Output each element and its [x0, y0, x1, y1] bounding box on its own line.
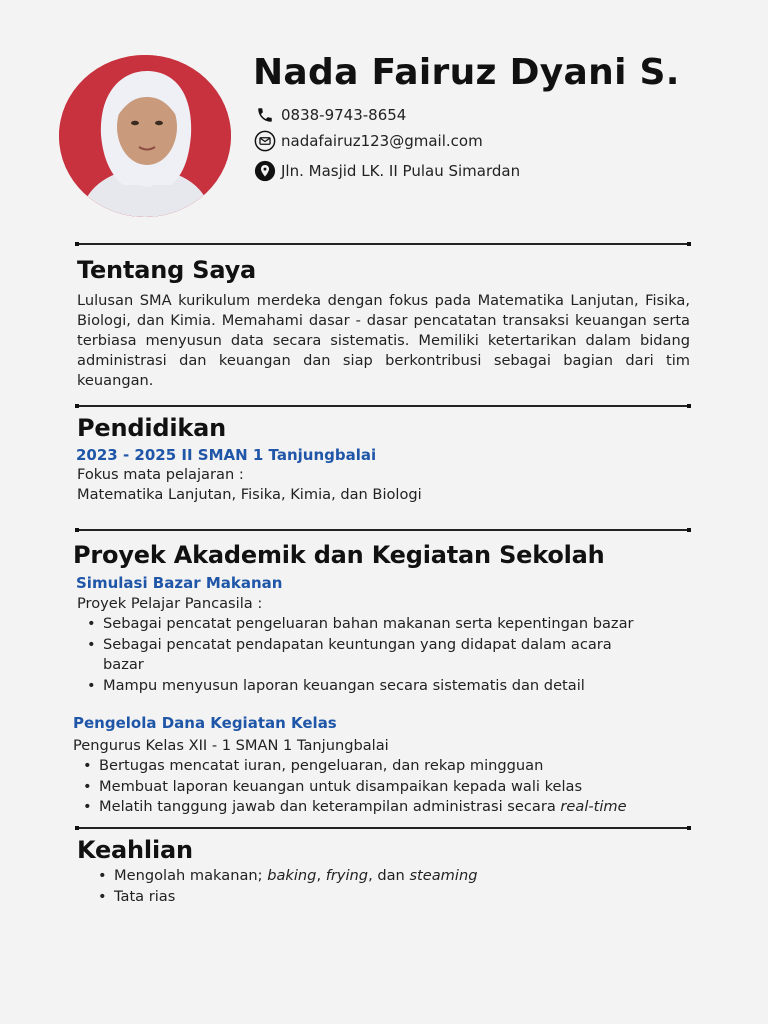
person-name: Nada Fairuz Dyani S.: [253, 52, 680, 93]
section-divider: [76, 243, 690, 245]
list-item: • Mampu menyusun laporan keuangan secara sistematis dan detail: [77, 676, 634, 697]
project-subtitle: Proyek Pelajar Pancasila :: [77, 595, 263, 612]
email-address: nadafairuz123@gmail.com: [281, 132, 483, 150]
section-divider: [76, 827, 690, 829]
skills-heading: Keahlian: [77, 836, 193, 864]
about-heading: Tentang Saya: [77, 256, 257, 284]
education-focus-label: Fokus mata pelajaran :: [77, 466, 244, 483]
phone-icon: [254, 104, 276, 126]
section-divider: [76, 405, 690, 407]
education-focus-subjects: Matematika Lanjutan, Fisika, Kimia, dan Biologi: [77, 486, 422, 503]
phone-number: 0838-9743-8654: [281, 106, 407, 124]
list-item: • Sebagai pencatat pendapatan keuntungan yang didapat dalam acara bazar: [77, 635, 634, 676]
email-icon: [254, 130, 276, 152]
contact-address: [254, 160, 520, 182]
list-item: • Bertugas mencatat iuran, pengeluaran, dan rekap mingguan: [73, 756, 627, 777]
list-item: • Sebagai pencatat pengeluaran bahan makanan serta kepentingan bazar: [77, 614, 634, 635]
profile-photo-illustration: [59, 55, 231, 217]
education-heading: Pendidikan: [77, 414, 227, 442]
address-text: Jln. Masjid LK. II Pulau Simardan: [281, 162, 521, 180]
section-divider: [76, 529, 690, 531]
list-item: • Membuat laporan keuangan untuk disampaikan kepada wali kelas: [73, 777, 627, 798]
about-text: Lulusan SMA kurikulum merdeka dengan fokus pada Matematika Lanjutan, Fisika, Biologi, dan Kimia. Memahami dasar - dasar pencatatan transaksi keuangan serta terbiasa menyusun data secara sistematis. Memiliki ketertarikan dalam bidang administrasi dan keuangan dan siap berkontribusi sebagai bagian dari tim keuangan.: [77, 292, 690, 389]
skills-list: [88, 866, 477, 907]
location-pin-icon: [254, 160, 276, 182]
project-heading: Pengelola Dana Kegiatan Kelas: [73, 714, 337, 732]
profile-photo: [59, 55, 231, 217]
education-entry: 2023 - 2025 II SMAN 1 Tanjungbalai: [76, 446, 377, 464]
list-item: • Melatih tanggung jawab dan keterampilan administrasi secara real-time: [73, 797, 627, 818]
projects-heading: Proyek Akademik dan Kegiatan Sekolah: [73, 541, 605, 569]
contact-email: [254, 130, 483, 152]
project-heading: Simulasi Bazar Makanan: [76, 574, 283, 592]
project-subtitle: Pengurus Kelas XII - 1 SMAN 1 Tanjungbalai: [73, 737, 389, 754]
project-bullet-list: [77, 614, 634, 696]
list-item: • Mengolah makanan; baking, frying, dan steaming: [88, 866, 477, 887]
project-bullet-list: [73, 756, 627, 818]
contact-phone: [254, 104, 406, 126]
list-item: • Tata rias: [88, 887, 477, 908]
